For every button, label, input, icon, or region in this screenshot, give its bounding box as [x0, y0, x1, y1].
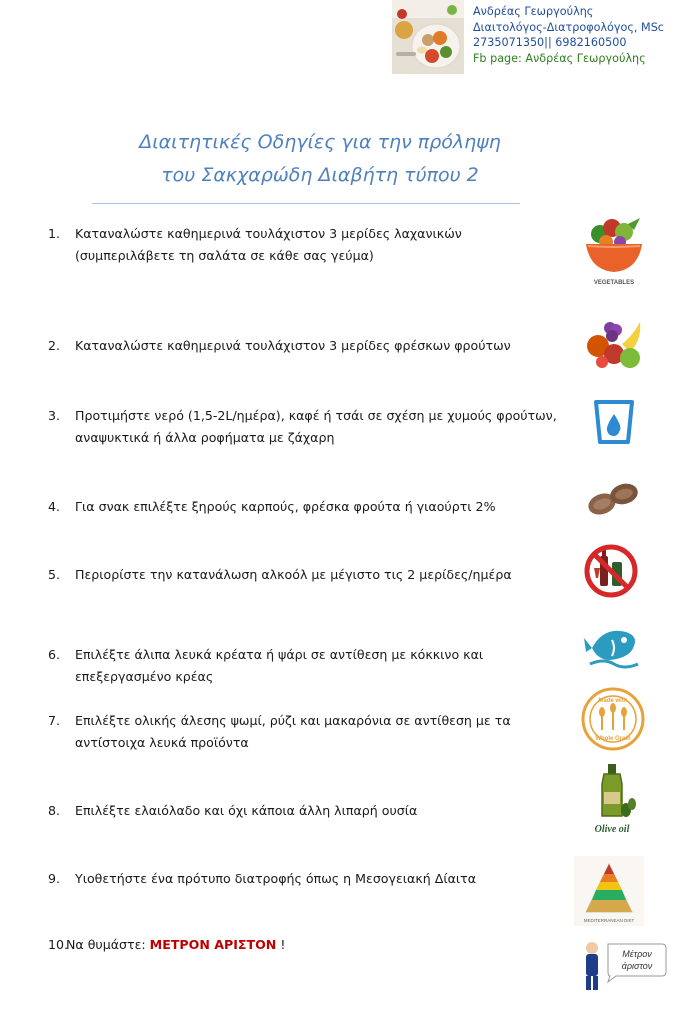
vegetables-icon [582, 214, 646, 288]
contact-fb-link[interactable]: Fb page: Ανδρέας Γεωργούλης [473, 51, 646, 65]
no-alcohol-icon [582, 542, 640, 602]
item-text-line-2: αντίστοιχα λευκά προϊόντα [75, 735, 249, 750]
pyramid-caption: MEDITERRANEAN DIET [583, 918, 635, 923]
item-text-line-1: Προτιμήστε νερό (1,5-2L/ημέρα), καφέ ή τσάι σε σχέση με χυμούς φρούτων, [75, 408, 557, 423]
whole-grain-bottom-label: Whole Grain [595, 736, 631, 742]
item-text-line-1: Επιλέξτε ολικής άλεσης ψωμί, ρύζι και μακαρόνια σε αντίθεση με τα [75, 713, 511, 728]
nuts-icon [584, 474, 642, 524]
item-text-line-1: Υιοθετήστε ένα πρότυπο διατροφής όπως η Μεσογειακή Δίαιτα [75, 871, 477, 886]
item-text-line-1: Για σνακ επιλέξτε ξηρούς καρπούς, φρέσκα φρούτα ή γιαούρτι 2% [75, 499, 496, 514]
title-line-2: του Σακχαρώδη Διαβήτη τύπου 2 [161, 164, 479, 186]
item-text-highlight: ΜΕΤΡΟΝ ΑΡΙΣΤΟΝ [149, 937, 277, 952]
contact-phones: 2735071350|| 6982160500 [473, 36, 627, 49]
fruits-icon [584, 314, 644, 372]
item-text-line-2: επεξεργασμένο κρέας [75, 669, 214, 684]
speech-line-1: Μέτρον [622, 949, 652, 959]
item-number: 5. [48, 567, 61, 582]
item-number: 7. [48, 713, 61, 728]
item-number: 2. [48, 338, 61, 353]
header-food-photo [392, 0, 464, 74]
item-number: 9. [48, 871, 61, 886]
speech-line-2: άριστον [621, 961, 653, 971]
water-glass-icon [592, 398, 636, 446]
item-text-line-1: Επιλέξτε άλιπα λευκά κρέατα ή ψάρι σε αντίθεση με κόκκινο και [75, 647, 484, 662]
speech-figure-icon [580, 938, 670, 994]
item-number: 10. [48, 937, 69, 952]
item-text-prefix: Να θυμάστε: [66, 937, 150, 952]
fish-icon [584, 618, 642, 672]
item-number: 8. [48, 803, 61, 818]
food-pyramid-icon [574, 856, 644, 926]
whole-grains-icon [580, 686, 646, 752]
item-number: 4. [48, 499, 61, 514]
contact-block [473, 4, 664, 66]
item-text-line-2: (συμπεριλάβετε τη σαλάτα σε κάθε σας γεύμα) [75, 248, 374, 263]
item-text-line-1: Καταναλώστε καθημερινά τουλάχιστον 3 μερίδες λαχανικών [75, 226, 462, 241]
contact-name: Ανδρέας Γεωργούλης [473, 5, 594, 18]
item-number: 6. [48, 647, 61, 662]
contact-title: Διαιτολόγος-Διατροφολόγος, MSc [473, 20, 664, 34]
item-text-line-1: Καταναλώστε καθημερινά τουλάχιστον 3 μερίδες φρέσκων φρούτων [75, 338, 511, 353]
item-text-line-1: Περιορίστε την κατανάλωση αλκοόλ με μέγιστο τις 2 μερίδες/ημέρα [75, 567, 512, 582]
olive-oil-icon [584, 762, 644, 838]
item-text-line-1: Επιλέξτε ελαιόλαδο και όχι κάποια άλλη λιπαρή ουσία [75, 803, 418, 818]
item-text-line-2: αναψυκτικά ή άλλα ροφήματα με ζάχαρη [75, 430, 335, 445]
title-line-1: Διαιτητικές Οδηγίες για την πρόληψη [139, 131, 501, 153]
whole-grain-top-label: Made with [598, 698, 628, 704]
page-title [40, 126, 600, 192]
title-divider [92, 203, 520, 204]
olive-oil-label: Olive oil [594, 824, 630, 835]
item-number: 3. [48, 408, 61, 423]
vegetables-label: VEGETABLES [593, 280, 635, 286]
item-number: 1. [48, 226, 61, 241]
item-text-suffix: ! [276, 937, 286, 952]
